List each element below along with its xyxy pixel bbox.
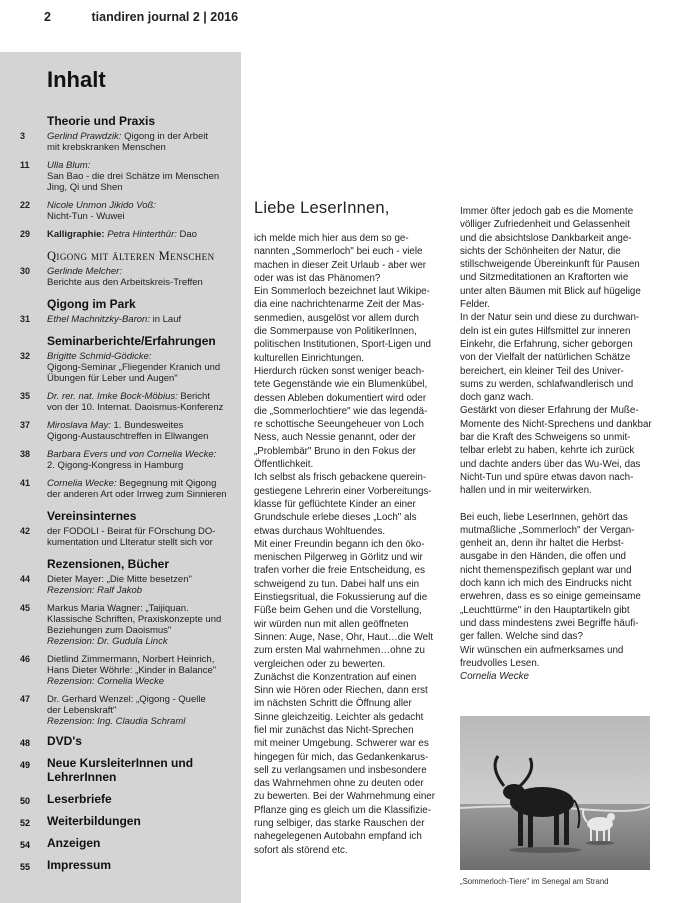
toc-entry-author: Ulla Blum: bbox=[47, 160, 91, 171]
editorial-line: Öffentlichkeit. bbox=[254, 459, 314, 471]
toc-main-entry bbox=[0, 836, 241, 850]
editorial-line: Bei euch, liebe LeserInnen, gehört das bbox=[460, 511, 628, 523]
toc-body bbox=[0, 114, 241, 880]
toc-page-number: 48 bbox=[20, 738, 31, 748]
toc-entry-line bbox=[47, 402, 235, 413]
editorial-line: Gestärkt von dieser Erfahrung der Muße- bbox=[460, 405, 639, 417]
toc-entry bbox=[0, 266, 241, 288]
editorial-line: die Sommerpause von PolitikerInnen, bbox=[254, 326, 417, 338]
editorial-line: machen in dieser Zeit Urlaub - aber wer bbox=[254, 259, 427, 271]
toc-main-entry-title: Anzeigen bbox=[47, 836, 101, 850]
editorial-line: Momente des Nicht-Sprechens und dankbar bbox=[460, 418, 652, 430]
toc-page-number: 38 bbox=[20, 449, 31, 459]
toc-entry-line bbox=[47, 585, 235, 596]
editorial-line: Immer öfter jedoch gab es die Momente bbox=[460, 206, 634, 217]
editorial-line: sums zu werden, schlafwandlerisch und bbox=[460, 378, 634, 390]
editorial-line: sichts der Schönheiten der Natur, die bbox=[460, 245, 621, 257]
toc-entry-text: Übungen für Leber und Augen" bbox=[47, 373, 178, 384]
editorial-line: von der Vielfalt der natürlichen Schätze bbox=[460, 352, 631, 364]
toc-entry-author: Petra Hinterthür: bbox=[107, 229, 177, 240]
toc-entry-line bbox=[47, 142, 235, 153]
toc-page-number: 55 bbox=[20, 862, 31, 872]
toc-entry-label: Kalligraphie: bbox=[47, 229, 108, 240]
editorial-line: senmedien, ausgelöst vor allem durch bbox=[254, 312, 420, 324]
editorial-line: Ein Sommerloch bezeichnet laut Wikipe- bbox=[254, 286, 430, 298]
toc-entry-author: Nicole Unmon Jikido Voß: bbox=[47, 200, 156, 211]
editorial-line: tete Gegenstände wie ein Blumenkübel, bbox=[254, 379, 428, 391]
toc-entry bbox=[0, 160, 241, 193]
toc-entry-text: 1. Bundesweites bbox=[110, 420, 184, 431]
editorial-line: Hierdurch rücken sonst weniger beach- bbox=[254, 365, 425, 377]
editorial-line: zum ersten Mal wahrnehmen…ohne zu bbox=[254, 645, 425, 657]
toc-entry-author: Cornelia Wecke: bbox=[47, 478, 117, 489]
toc-entry-line bbox=[47, 266, 235, 277]
editorial-column-1 bbox=[254, 232, 450, 857]
editorial-line: rung selbiger, das starke Rauschen der bbox=[254, 818, 425, 830]
toc-entry-text: Qigong-Seminar „Fliegender Kranich und bbox=[47, 362, 221, 373]
toc-entry-line bbox=[47, 200, 235, 211]
toc-entry-line bbox=[47, 314, 235, 325]
toc-entry bbox=[0, 131, 241, 153]
toc-entry-line bbox=[47, 460, 235, 471]
toc-entry-line bbox=[47, 654, 235, 665]
toc-entry-line bbox=[47, 694, 235, 705]
editorial-line: Sinnen: Auge, Nase, Ohr, Haut…die Welt bbox=[254, 631, 433, 643]
editorial-line: hingegen für mich, das Gedankenkarus- bbox=[254, 751, 429, 763]
editorial-line: Felder. bbox=[460, 299, 490, 311]
toc-page-number: 52 bbox=[20, 818, 31, 828]
editorial-line: dessen Ableben dokumentiert wird oder bbox=[254, 392, 427, 404]
toc-page-number: 46 bbox=[20, 654, 31, 664]
toc-entry-text: in Lauf bbox=[149, 314, 182, 325]
toc-page-number: 45 bbox=[20, 603, 31, 613]
toc-entry-text: der FODOLI - Beirat für FOrschung DO- bbox=[47, 526, 216, 537]
toc-entry bbox=[0, 478, 241, 500]
toc-main-entry bbox=[0, 734, 241, 748]
editorial-line: im nächsten Schritt die Öffnung aller bbox=[254, 698, 412, 710]
toc-entry-line bbox=[47, 716, 235, 727]
toc-entry bbox=[0, 526, 241, 548]
toc-entry-text: mit krebskranken Menschen bbox=[47, 142, 166, 153]
editorial-line: menischen Pilgerweg in Görlitz und wir bbox=[254, 552, 423, 564]
editorial-line: genheit an, denn ihr haltet die Herbst- bbox=[460, 538, 624, 550]
toc-entry-line bbox=[47, 373, 235, 384]
toc-page-number: 42 bbox=[20, 526, 31, 536]
editorial-line: freudvolles Lesen. bbox=[460, 657, 540, 669]
toc-entry-line bbox=[47, 478, 235, 489]
editorial-line: doch kann ich mich des Eindrucks nicht bbox=[460, 578, 632, 590]
toc-main-entry bbox=[0, 792, 241, 806]
editorial-line: politischen Institutionen, Sport-Ligen und bbox=[254, 339, 432, 351]
toc-entry-author: Gerlind Prawdzik: bbox=[47, 131, 122, 142]
toc-entry-author: Brigitte Schmid-Gödicke: bbox=[47, 351, 152, 362]
editorial-line: „Leuchttürme" in den Hauptartikeln gibt bbox=[460, 604, 630, 616]
editorial-line: schweigend zu tun. Dabei half uns ein bbox=[254, 578, 420, 590]
editorial-greeting: Liebe LeserInnen, bbox=[254, 199, 390, 217]
toc-entry bbox=[0, 574, 241, 596]
editorial-line: nannten „Sommerloch" bei euch - viele bbox=[254, 246, 423, 258]
journal-title: tiandiren journal 2 | 2016 bbox=[91, 10, 239, 24]
toc-entry-line bbox=[47, 449, 235, 460]
toc-entry-line bbox=[47, 603, 235, 614]
editorial-column-2 bbox=[460, 205, 654, 683]
toc-entry-text: Begegnung mit Qigong bbox=[116, 478, 217, 489]
toc-entry bbox=[0, 351, 241, 384]
toc-entry-line bbox=[47, 625, 235, 636]
editorial-signature: Cornelia Wecke bbox=[460, 671, 529, 683]
toc-entry-line bbox=[47, 171, 235, 182]
toc-section-heading: Qigong im Park bbox=[47, 297, 136, 311]
editorial-line: unter alten Bäumen mit Blick auf hügelige bbox=[460, 285, 641, 297]
toc-entry-line bbox=[47, 211, 235, 222]
editorial-line: deln ist ein gutes Hilfsmittel zur inneren bbox=[460, 325, 631, 337]
page-header bbox=[44, 10, 238, 24]
toc-page-number: 35 bbox=[20, 391, 31, 401]
editorial-line: klasse für geflüchtete Kinder an einer bbox=[254, 498, 416, 510]
editorial-line: ausgabe in den Händen, die offen und bbox=[460, 551, 626, 563]
toc-entry-text: kumentation und LIteratur stellt sich vor bbox=[47, 537, 213, 548]
toc-page-number: 50 bbox=[20, 796, 31, 806]
editorial-line: und die absichtslose Dankbarkeit ange- bbox=[460, 232, 632, 244]
toc-entry-line bbox=[47, 131, 235, 142]
toc-section-heading: Rezensionen, Bücher bbox=[47, 557, 170, 571]
toc-entry-line bbox=[47, 362, 235, 373]
toc-entry-line bbox=[47, 391, 235, 402]
toc-main-entry-title: DVD's bbox=[47, 734, 82, 748]
editorial-line: Sinn wie Hören oder Riechen, dann erst bbox=[254, 685, 428, 697]
toc-page-number: 41 bbox=[20, 478, 31, 488]
toc-entry-text: Bericht bbox=[177, 391, 210, 402]
editorial-line: bereichert, ein kleiner Teil des Univer- bbox=[460, 365, 624, 377]
editorial-line: Zunächst die Konzentration auf einen bbox=[254, 671, 417, 683]
toc-section-heading: Seminarberichte/Erfahrungen bbox=[47, 334, 216, 348]
toc-entry-text: Jing, Qi und Shen bbox=[47, 182, 123, 193]
editorial-line: und Sitzmeditationen an Kraftorten wie bbox=[460, 272, 629, 284]
editorial-line: sofort als störend etc. bbox=[254, 844, 348, 856]
toc-entry-line bbox=[47, 614, 235, 625]
editorial-line: doch ganz wach. bbox=[460, 392, 534, 404]
toc-page-number: 31 bbox=[20, 314, 31, 324]
toc-entry-author: Barbara Evers und von Cornelia Wecke: bbox=[47, 449, 217, 460]
editorial-line: Sinne gleichzeitig. Leichter als gedacht bbox=[254, 711, 424, 723]
editorial-line: Einkehr, die Erfahrung, sicher geborgen bbox=[460, 338, 633, 350]
editorial-line: Füße beim Gehen und die Vorstellung, bbox=[254, 605, 422, 617]
toc-page-number: 44 bbox=[20, 574, 31, 584]
toc-entry-author: Gerlinde Melcher: bbox=[47, 266, 122, 277]
editorial-line: Wir wünschen ein aufmerksames und bbox=[460, 644, 624, 656]
toc-section-heading: Vereinsinternes bbox=[47, 509, 137, 523]
toc-page-number: 29 bbox=[20, 229, 31, 239]
toc-entry-line bbox=[47, 537, 235, 548]
toc-main-entry bbox=[0, 814, 241, 828]
editorial-line: „Problembär" Bruno in den Fokus der bbox=[254, 445, 416, 457]
toc-entry-text: Hans Dieter Wöhrle: „Kinder in Balance" bbox=[47, 665, 217, 676]
toc-main-entry-title: Impressum bbox=[47, 858, 112, 872]
toc-entry-text: San Bao - die drei Schätze im Menschen bbox=[47, 171, 220, 182]
editorial-line: sell zu verlangsamen und insbesondere bbox=[254, 764, 427, 776]
toc-entry-text: von der 10. Internat. Daoismus-Konferenz bbox=[47, 402, 224, 413]
editorial-line: kulturellen Einrichtungen. bbox=[254, 352, 365, 364]
toc-entry bbox=[0, 229, 241, 240]
editorial-line: Ich selbst als frisch gebackene querein- bbox=[254, 472, 427, 484]
photo-cattle-on-beach bbox=[460, 716, 650, 870]
toc-title: Inhalt bbox=[47, 67, 106, 92]
toc-entry-line bbox=[47, 489, 235, 500]
toc-entry-line bbox=[47, 160, 235, 171]
toc-entry bbox=[0, 694, 241, 727]
editorial-line: dia eine nachrichtenarme Zeit der Mas- bbox=[254, 299, 425, 311]
toc-entry-author: Dr. rer. nat. Imke Bock-Möbius: bbox=[47, 391, 178, 402]
toc-entry-line bbox=[47, 574, 235, 585]
toc-main-entry bbox=[0, 858, 241, 872]
editorial-line: Mit einer Freundin begann ich den öko- bbox=[254, 538, 425, 550]
editorial-line: Nicht-Tun und spüre etwas davon nach- bbox=[460, 471, 634, 483]
editorial-line: In der Natur sein und diese zu durchwan- bbox=[460, 312, 640, 324]
toc-entry-text: Markus Maria Wagner: „Taijiquan. bbox=[47, 603, 189, 614]
editorial-line: Pflanze ging es gleich um die Klassifizie- bbox=[254, 804, 431, 816]
toc-page-number: 22 bbox=[20, 200, 31, 210]
toc-entry-text: der Lebenskraft" bbox=[47, 705, 117, 716]
toc-page-number: 49 bbox=[20, 760, 31, 770]
toc-entry-author: Ethel Machnitzky-Baron: bbox=[47, 314, 150, 325]
paragraph-gap bbox=[460, 498, 654, 511]
editorial-line: wir würden nun mit allen geöffneten bbox=[254, 618, 409, 630]
toc-entry-line bbox=[47, 676, 235, 687]
toc-entry-author: Miroslava May: bbox=[47, 420, 111, 431]
toc-entry-line bbox=[47, 420, 235, 431]
editorial-line: das Wahrnehmen ohne zu deuten oder bbox=[254, 778, 424, 790]
toc-entry-author: Rezension: Ralf Jakob bbox=[47, 585, 143, 596]
editorial-line: vergleichen oder zu bewerten. bbox=[254, 658, 386, 670]
editorial-line: hallen und in mir weiterwirken. bbox=[460, 485, 592, 497]
toc-section-heading: Theorie und Praxis bbox=[47, 114, 156, 128]
editorial-line: nicht themenspezifisch geplant war und bbox=[460, 564, 632, 576]
editorial-line: Ness, auch Nessie genannt, oder der bbox=[254, 432, 416, 444]
editorial-line: nahegelegenen Autobahn empfand ich bbox=[254, 831, 422, 843]
toc-main-entry-title: Neue KursleiterInnen und bbox=[47, 756, 194, 770]
toc-entry-text: Dieter Mayer: „Die Mitte besetzen" bbox=[47, 574, 192, 585]
toc-entry-author: Rezension: Dr. Gudula Linck bbox=[47, 636, 168, 647]
toc-page-number: 37 bbox=[20, 420, 31, 430]
toc-entry-line bbox=[47, 182, 235, 193]
toc-entry bbox=[0, 200, 241, 222]
editorial-line: zu bewerten. Bei der Wahrnehmung einer bbox=[254, 791, 435, 803]
toc-entry-text: der anderen Art oder Irrweg zum Sinnieren bbox=[47, 489, 227, 500]
toc-page-number: 30 bbox=[20, 266, 31, 276]
editorial-line: die „Sommerlochtiere" wie das legendä- bbox=[254, 405, 428, 417]
toc-entry-line bbox=[47, 431, 235, 442]
toc-entry-text: Beziehungen zum Daoismus" bbox=[47, 625, 172, 636]
toc-entry-text: 2. Qigong-Kongress in Hamburg bbox=[47, 460, 184, 471]
toc-page-number: 32 bbox=[20, 351, 31, 361]
toc-entry-line bbox=[47, 229, 235, 240]
editorial-line: Einstiegsritual, die Fokussierung auf die bbox=[254, 592, 428, 604]
editorial-line: erwehren, dass es so einige gemeinsame bbox=[460, 591, 641, 603]
editorial-line: trafen vorher die freie Entscheidung, es bbox=[254, 565, 426, 577]
toc-entry-line bbox=[47, 277, 235, 288]
toc-entry bbox=[0, 654, 241, 687]
editorial-line: völliger Zufriedenheit und Gelassenheit bbox=[460, 219, 630, 231]
toc-entry-line bbox=[47, 526, 235, 537]
toc-entry bbox=[0, 420, 241, 442]
toc-main-entry-title: Weiterbildungen bbox=[47, 814, 141, 828]
toc-entry-line bbox=[47, 351, 235, 362]
toc-entry-text: Klassische Schriften, Praxiskonzepte und bbox=[47, 614, 222, 625]
editorial-line: fiel mir zunächst das Nicht-Sprechen bbox=[254, 724, 414, 736]
editorial-line: Grundschule erlebe dieses „Loch" als bbox=[254, 512, 417, 524]
toc-entry-text: Dao bbox=[176, 229, 197, 240]
editorial-line: stillschweigende Übereinkunft für Pausen bbox=[460, 259, 640, 271]
editorial-line: etwas durchaus Wohltuendes. bbox=[254, 525, 386, 537]
editorial-line: re schottische Seeungeheuer von Loch bbox=[254, 419, 424, 431]
toc-entry-line bbox=[47, 665, 235, 676]
toc-page-number: 3 bbox=[20, 131, 26, 141]
toc-entry-text: Dietlind Zimmermann, Norbert Heinrich, bbox=[47, 654, 215, 665]
editorial-line: ich melde mich hier aus dem so ge- bbox=[254, 233, 409, 244]
editorial-line: telbar erlebt zu haben, kehrte ich zurück bbox=[460, 445, 635, 457]
toc-entry-text: Qigong-Austauschtreffen in Ellwangen bbox=[47, 431, 209, 442]
toc-entry-author: Rezension: Ing. Claudia Schraml bbox=[47, 716, 186, 727]
toc-main-entry bbox=[0, 756, 241, 784]
toc-entry-author: Rezension: Cornelia Wecke bbox=[47, 676, 165, 687]
editorial-line: und dachte anders über das Wu-Wei, das bbox=[460, 458, 641, 470]
page-number: 2 bbox=[44, 10, 51, 24]
toc-entry-text: Qigong in der Arbeit bbox=[121, 131, 209, 142]
editorial-line: gestiegene Lehrerin einer Vorbereitungs- bbox=[254, 485, 432, 497]
editorial-line: mutmaßliche „Sommerloch" der Vergan- bbox=[460, 524, 635, 536]
toc-entry-text: Nicht-Tun - Wuwei bbox=[47, 211, 125, 222]
editorial-line: mit meiner Umgebung. Schwerer war es bbox=[254, 738, 429, 750]
editorial-line: oder was ist das Phänomen? bbox=[254, 272, 381, 284]
editorial-line: bar die Kraft des Schweigens so unmit- bbox=[460, 432, 631, 444]
toc-entry bbox=[0, 314, 241, 325]
toc-main-entry-title: Leserbriefe bbox=[47, 792, 112, 806]
toc-entry bbox=[0, 603, 241, 647]
toc-section-heading: Qigong mit älteren Menschen bbox=[47, 249, 215, 263]
toc-entry bbox=[0, 449, 241, 471]
toc-page-number: 11 bbox=[20, 160, 30, 170]
table-of-contents bbox=[0, 52, 241, 903]
editorial-line: ger fallen. Welche sind das? bbox=[460, 631, 583, 643]
toc-entry-line bbox=[47, 705, 235, 716]
photo-caption: „Sommerloch-Tiere" im Senegal am Strand bbox=[460, 877, 609, 886]
editorial-line: und dass mindestens zwei Begriffe häufi- bbox=[460, 617, 639, 629]
toc-main-entry-title: LehrerInnen bbox=[47, 770, 117, 784]
toc-page-number: 54 bbox=[20, 840, 31, 850]
toc-entry-line bbox=[47, 636, 235, 647]
toc-entry-text: Berichte aus den Arbeitskreis-Treffen bbox=[47, 277, 203, 288]
toc-page-number: 47 bbox=[20, 694, 31, 704]
toc-entry bbox=[0, 391, 241, 413]
toc-entry-text: Dr. Gerhard Wenzel: „Qigong - Quelle bbox=[47, 694, 206, 705]
photo-illustration bbox=[460, 716, 650, 870]
